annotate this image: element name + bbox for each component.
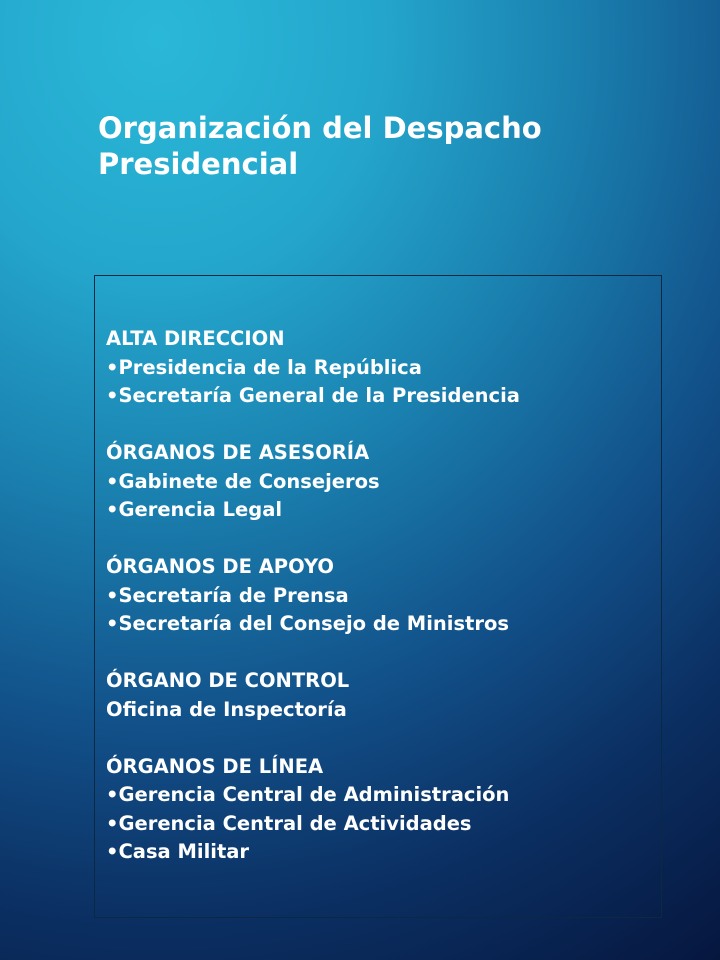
section-organos-linea (106, 753, 655, 867)
list-item: Oficina de Inspectoría (106, 697, 347, 721)
list-item: •Presidencia de la República (106, 355, 422, 379)
organization-list (106, 325, 655, 867)
section-heading: ÓRGANO DE CONTROL (106, 669, 350, 692)
list-item: •Gerencia Central de Administración (106, 783, 510, 806)
bullet-icon: • (106, 355, 119, 379)
slide-title-line-1: Organización del Despacho (98, 111, 542, 145)
section-heading: ALTA DIRECCION (106, 327, 285, 350)
slide-title (98, 110, 658, 182)
bullet-icon: • (106, 469, 119, 493)
section-alta-direccion (106, 325, 655, 411)
bullet-icon: • (106, 612, 119, 635)
list-item: •Secretaría General de la Presidencia (106, 384, 520, 407)
bullet-icon: • (106, 840, 119, 863)
bullet-icon: • (106, 498, 119, 521)
section-heading: ÓRGANOS DE LÍNEA (106, 754, 324, 778)
section-organo-control (106, 667, 655, 724)
list-item: •Gabinete de Consejeros (106, 469, 380, 493)
content-panel (94, 275, 662, 918)
bullet-icon: • (106, 583, 119, 607)
section-heading: ÓRGANOS DE ASESORÍA (106, 441, 370, 464)
list-item: •Casa Militar (106, 840, 250, 863)
list-item: •Secretaría de Prensa (106, 583, 349, 607)
section-heading: ÓRGANOS DE APOYO (106, 555, 334, 578)
bullet-icon: • (106, 783, 119, 806)
slide-title-line-2: Presidencial (98, 147, 299, 181)
bullet-icon: • (106, 811, 119, 835)
section-organos-apoyo (106, 553, 655, 639)
bullet-icon: • (106, 384, 119, 407)
section-organos-asesoria (106, 439, 655, 525)
list-item: •Secretaría del Consejo de Ministros (106, 612, 509, 635)
list-item: •Gerencia Central de Actividades (106, 811, 472, 835)
list-item: •Gerencia Legal (106, 498, 283, 521)
